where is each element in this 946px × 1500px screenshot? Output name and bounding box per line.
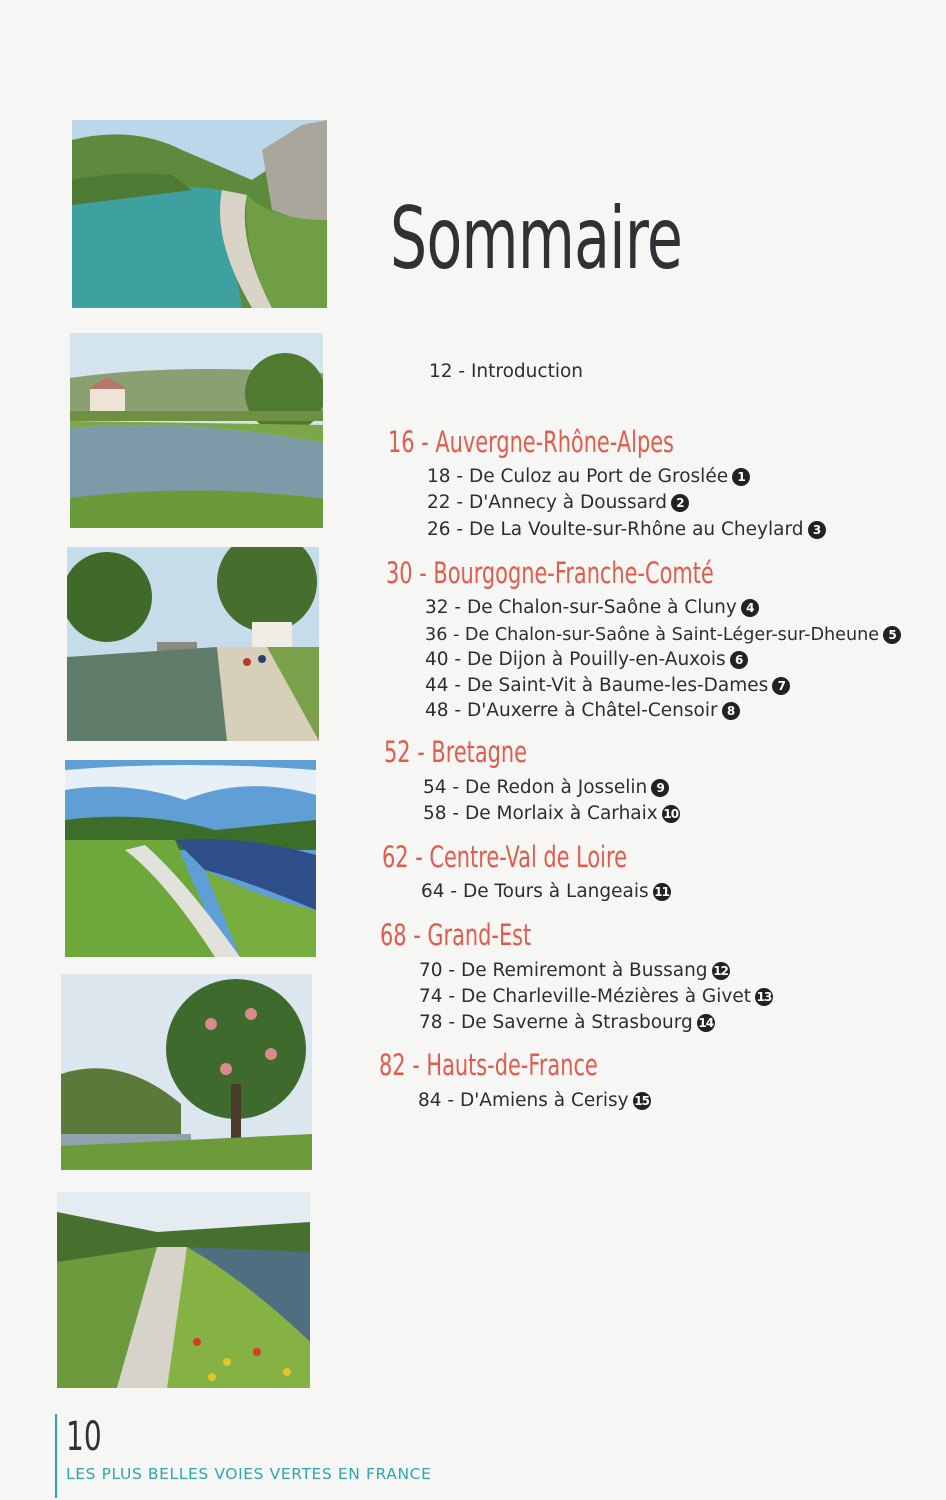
toc-entry-label: 58 - De Morlaix à Carhaix bbox=[423, 803, 658, 824]
toc-entry-label: 32 - De Chalon-sur-Saône à Cluny bbox=[425, 597, 737, 618]
toc-entry-label: 44 - De Saint-Vit à Baume-les-Dames bbox=[425, 675, 769, 696]
photo-canal-lock-cyclists bbox=[67, 547, 319, 741]
toc-entry-label: 26 - De La Voulte-sur-Rhône au Cheylard bbox=[427, 519, 804, 540]
toc-entry[interactable] bbox=[418, 1090, 651, 1112]
toc-entry[interactable] bbox=[419, 960, 730, 982]
section-heading-centre[interactable]: 62 - Centre-Val de Loire bbox=[382, 840, 627, 874]
toc-entry-label: 70 - De Remiremont à Bussang bbox=[419, 960, 708, 981]
toc-entry-label: 78 - De Saverne à Strasbourg bbox=[419, 1012, 693, 1033]
route-number-badge: 11 bbox=[654, 885, 669, 899]
toc-entry-label: 40 - De Dijon à Pouilly-en-Auxois bbox=[425, 649, 726, 670]
section-heading-hauts-de-france[interactable]: 82 - Hauts-de-France bbox=[379, 1048, 598, 1082]
route-number-badge: 14 bbox=[698, 1016, 714, 1030]
section-heading-bourgogne[interactable]: 30 - Bourgogne-Franche-Comté bbox=[386, 556, 714, 590]
route-number-badge: 4 bbox=[741, 599, 759, 617]
toc-entry-label: 22 - D'Annecy à Doussard bbox=[427, 492, 667, 513]
route-number-badge: 7 bbox=[772, 677, 790, 695]
photo-tree-canal bbox=[61, 974, 312, 1170]
toc-entry-label: 54 - De Redon à Josselin bbox=[423, 777, 648, 798]
route-number-badge: 13 bbox=[756, 990, 772, 1004]
page-title: Sommaire bbox=[390, 189, 683, 289]
route-number-badge: 15 bbox=[634, 1094, 649, 1108]
section-heading-auvergne[interactable]: 16 - Auvergne-Rhône-Alpes bbox=[388, 425, 674, 459]
route-number-badge: 5 bbox=[883, 626, 901, 644]
toc-entry[interactable] bbox=[425, 700, 740, 722]
toc-entry-label: 48 - D'Auxerre à Châtel-Censoir bbox=[425, 700, 718, 721]
toc-entry[interactable] bbox=[419, 1012, 715, 1034]
book-title: LES PLUS BELLES VOIES VERTES EN FRANCE bbox=[66, 1465, 432, 1483]
photo-river-flowers bbox=[57, 1192, 310, 1388]
route-number-badge: 8 bbox=[722, 702, 740, 720]
toc-entry-label: 18 - De Culoz au Port de Groslée bbox=[427, 466, 729, 487]
toc-entry[interactable] bbox=[427, 492, 689, 514]
toc-entry[interactable] bbox=[425, 624, 901, 646]
photo-canal-house bbox=[70, 333, 323, 528]
photo-canal-cliffs bbox=[72, 120, 327, 308]
section-heading-grand-est[interactable]: 68 - Grand-Est bbox=[380, 918, 532, 952]
toc-entry[interactable] bbox=[423, 803, 680, 825]
toc-entry[interactable] bbox=[425, 675, 790, 697]
route-number-badge: 3 bbox=[808, 521, 826, 539]
toc-entry-label: 84 - D'Amiens à Cerisy bbox=[418, 1090, 629, 1111]
toc-entry[interactable] bbox=[421, 881, 671, 903]
route-number-badge: 1 bbox=[732, 468, 750, 486]
toc-entry[interactable] bbox=[427, 519, 826, 541]
route-number-badge: 10 bbox=[663, 807, 679, 821]
toc-entry[interactable] bbox=[425, 597, 759, 619]
toc-entry[interactable] bbox=[427, 466, 750, 488]
toc-entry[interactable] bbox=[419, 986, 773, 1008]
toc-entry[interactable] bbox=[425, 649, 748, 671]
route-number-badge: 2 bbox=[671, 494, 689, 512]
toc-entry-label: 36 - De Chalon-sur-Saône à Saint-Léger-sur-Dheune bbox=[425, 625, 880, 645]
footer-accent-line bbox=[55, 1414, 57, 1498]
toc-entry-label: 64 - De Tours à Langeais bbox=[421, 881, 649, 902]
toc-entry-label: 74 - De Charleville-Mézières à Givet bbox=[419, 986, 751, 1007]
route-number-badge: 6 bbox=[730, 651, 748, 669]
toc-intro[interactable]: 12 - Introduction bbox=[429, 361, 584, 382]
toc-entry[interactable] bbox=[423, 777, 669, 799]
photo-river-path bbox=[65, 760, 316, 957]
page-number: 10 bbox=[66, 1414, 102, 1460]
route-number-badge: 9 bbox=[651, 779, 669, 797]
section-heading-bretagne[interactable]: 52 - Bretagne bbox=[384, 735, 527, 769]
route-number-badge: 12 bbox=[713, 964, 728, 978]
